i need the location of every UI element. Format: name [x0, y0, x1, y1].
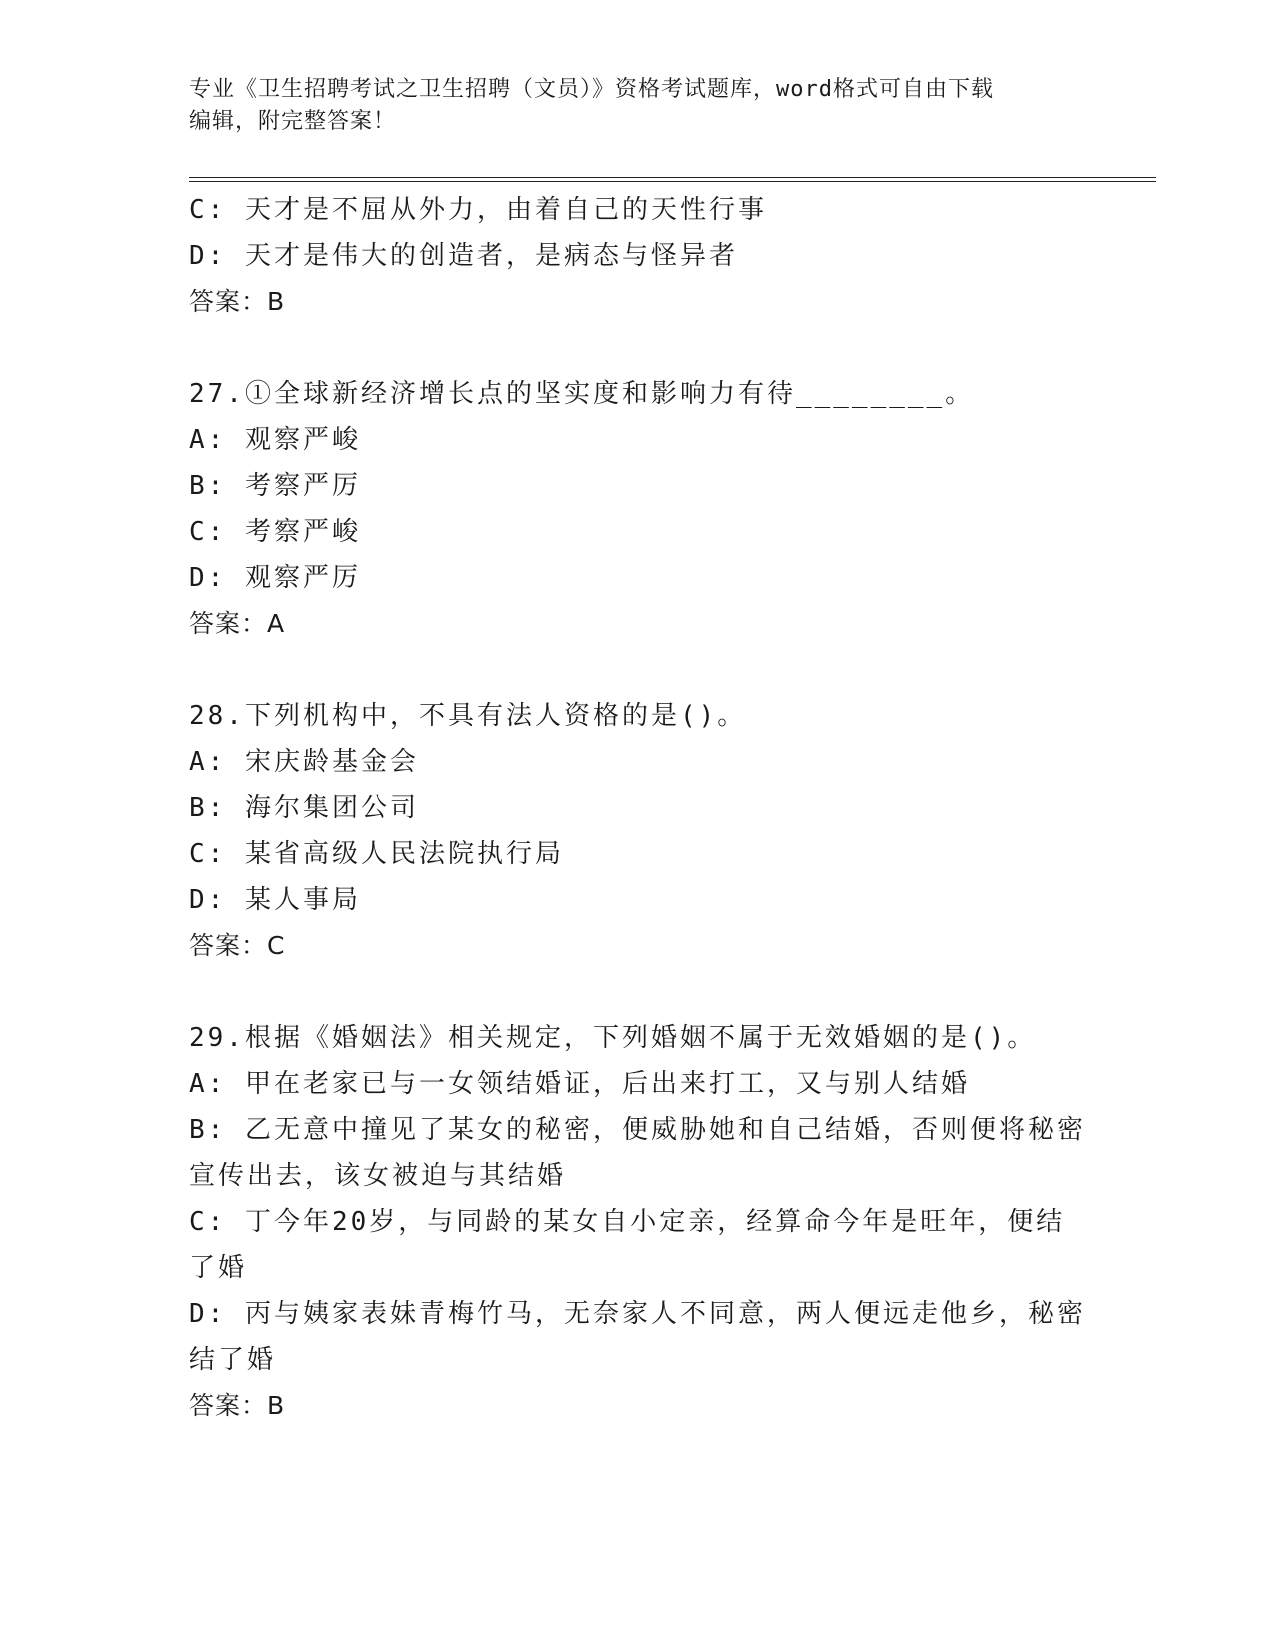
question-content — [189, 187, 1089, 1429]
question-27 — [189, 371, 1089, 647]
option-b: B: 海尔集团公司 — [189, 793, 419, 823]
option-a: A: 宋庆龄基金会 — [189, 747, 419, 777]
option-c: C: 天才是不屈从外力，由着自己的天性行事 — [189, 195, 767, 225]
option-c: C: 考察严峻 — [189, 517, 361, 547]
header-line-2: 编辑，附完整答案！ — [189, 109, 397, 134]
question-stem: 29.根据《婚姻法》相关规定，下列婚姻不属于无效婚姻的是()。 — [189, 1023, 1037, 1053]
answer-line: 答案：B — [189, 1391, 286, 1420]
option-c-continued: 了婚 — [189, 1253, 248, 1283]
option-d: D: 丙与姨家表妹青梅竹马，无奈家人不同意，两人便远走他乡，秘密 — [189, 1299, 1086, 1329]
header-divider — [189, 177, 1156, 182]
document-header — [189, 74, 1089, 138]
option-c: C: 丁今年20岁，与同龄的某女自小定亲，经算命今年是旺年，便结 — [189, 1207, 1066, 1237]
question-28 — [189, 693, 1089, 969]
question-stem: 27.①全球新经济增长点的坚实度和影响力有待________。 — [189, 379, 975, 409]
answer-line: 答案：A — [189, 609, 286, 638]
option-b: B: 考察严厉 — [189, 471, 361, 501]
continued-question — [189, 187, 1089, 325]
answer-line: 答案：C — [189, 931, 286, 960]
answer-line: 答案：B — [189, 287, 286, 316]
option-a: A: 观察严峻 — [189, 425, 361, 455]
option-b: B: 乙无意中撞见了某女的秘密，便威胁她和自己结婚，否则便将秘密 — [189, 1115, 1086, 1145]
option-d: D: 某人事局 — [189, 885, 361, 915]
option-c: C: 某省高级人民法院执行局 — [189, 839, 564, 869]
question-29 — [189, 1015, 1089, 1429]
option-d-continued: 结了婚 — [189, 1345, 277, 1375]
option-a: A: 甲在老家已与一女领结婚证，后出来打工，又与别人结婚 — [189, 1069, 970, 1099]
option-d: D: 观察严厉 — [189, 563, 361, 593]
option-d: D: 天才是伟大的创造者，是病态与怪异者 — [189, 241, 738, 271]
option-b-continued: 宣传出去，该女被迫与其结婚 — [189, 1161, 567, 1191]
question-stem: 28.下列机构中，不具有法人资格的是()。 — [189, 701, 747, 731]
header-line-1: 专业《卫生招聘考试之卫生招聘（文员）》资格考试题库，word格式可自由下载 — [189, 77, 994, 102]
